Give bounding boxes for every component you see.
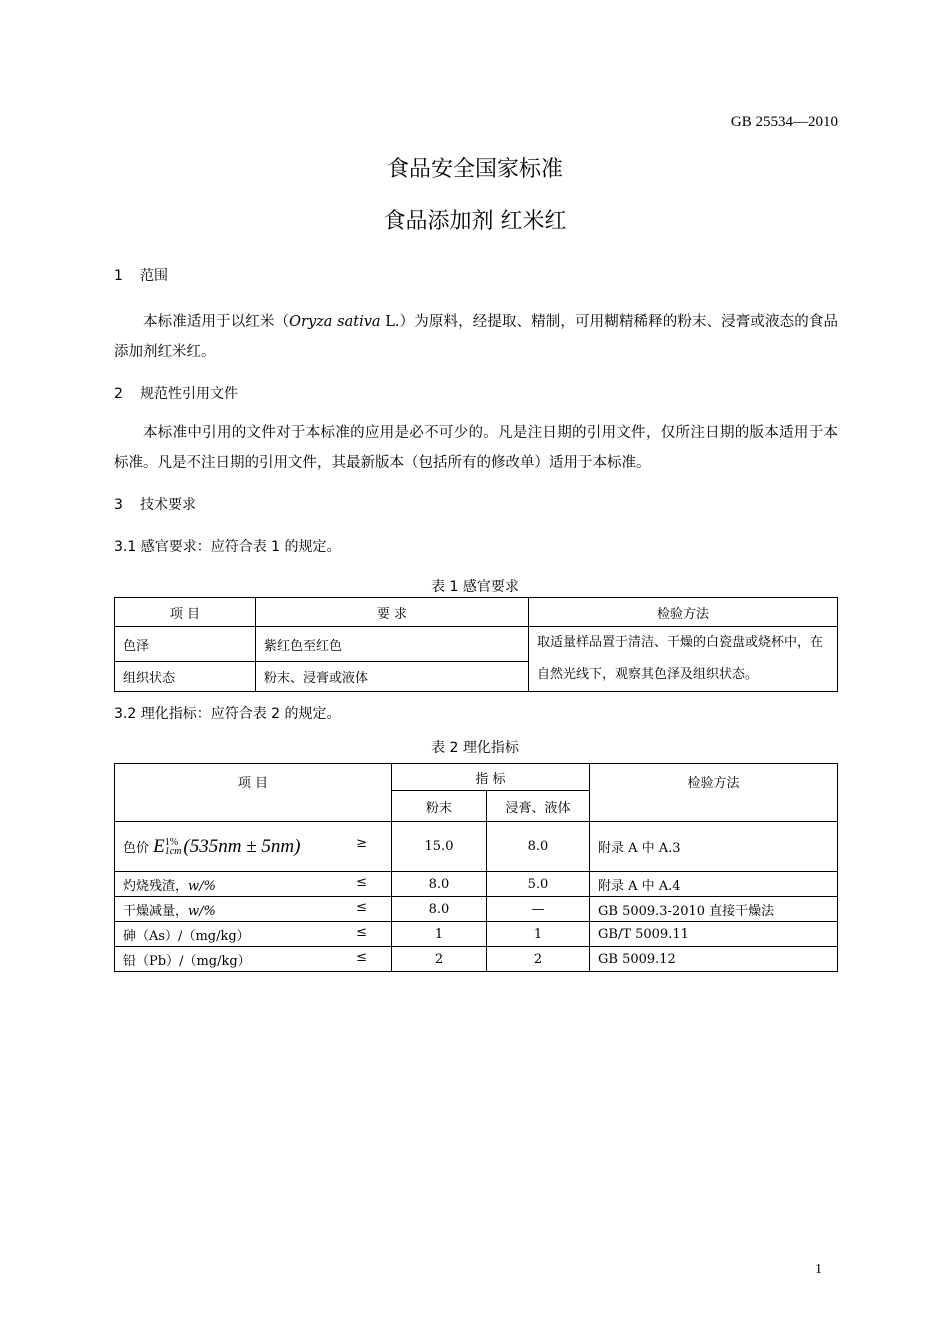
row-label: 铅（Pb）/（mg/kg） (123, 953, 251, 969)
row-label: 砷（As）/（mg/kg） (123, 928, 250, 944)
table-header: 项 目 (115, 598, 256, 627)
table-header: 要 求 (256, 598, 529, 627)
section-title: 范围 (140, 268, 168, 284)
standard-code: GB 25534—2010 (730, 114, 838, 130)
table-cell (115, 897, 392, 922)
table-cell: 紫红色至红色 (256, 627, 529, 662)
row-label: 灼烧残渣， (123, 878, 189, 894)
section-3-heading (114, 494, 196, 514)
table-cell: 色泽 (115, 627, 256, 662)
table-cell (115, 872, 392, 897)
table-cell: 粉末、浸膏或液体 (256, 662, 529, 692)
table-2-physicochemical (114, 763, 838, 972)
table-cell: 8.0 (392, 872, 487, 897)
wavelength-formula: (535nm ± 5nm) (183, 835, 301, 857)
table-cell: 附录 A 中 A.4 (590, 872, 838, 897)
section-number: 3 (114, 497, 123, 513)
table-cell: GB/T 5009.11 (590, 922, 838, 947)
table-header: 检验方法 (590, 764, 838, 822)
table-1-sensory (114, 597, 838, 692)
table-row (115, 897, 838, 922)
body-text: 本标准适用于以红米（ (143, 314, 290, 330)
extinction-symbol: E (153, 835, 165, 857)
table-cell: 5.0 (487, 872, 590, 897)
section-1-body (114, 307, 838, 367)
row-label: 色价 (123, 840, 154, 856)
operator: ≤ (356, 874, 367, 890)
table-cell: 2 (487, 947, 590, 972)
page-number: 1 (815, 1262, 822, 1277)
section-3-2-text: 3.2 理化指标：应符合表 2 的规定。 (114, 706, 341, 722)
table-row (115, 947, 838, 972)
table-cell: 8.0 (392, 897, 487, 922)
document-title: 食品安全国家标准 (386, 157, 563, 182)
operator: ≤ (356, 899, 367, 915)
section-title: 技术要求 (140, 497, 196, 513)
table-row (115, 872, 838, 897)
superscript: 1% (164, 837, 179, 849)
section-title: 规范性引用文件 (140, 386, 238, 402)
table-cell: 1 (487, 922, 590, 947)
table-row (115, 822, 838, 872)
table-subheader: 粉末 (392, 791, 487, 822)
section-3-1-text: 3.1 感官要求：应符合表 1 的规定。 (114, 539, 341, 555)
section-1-heading (114, 265, 168, 285)
table-cell (115, 947, 392, 972)
table-row (115, 627, 838, 662)
unit: w/% (188, 903, 216, 919)
table-header: 指 标 (392, 764, 590, 791)
subscript: 1cm (164, 846, 182, 858)
table-cell: GB 5009.12 (590, 947, 838, 972)
table-cell: 2 (392, 947, 487, 972)
latin-name: Oryza sativa (289, 314, 381, 330)
document-subtitle: 食品添加剂 红米红 (383, 209, 567, 234)
operator: ≥ (356, 835, 367, 851)
table-row (115, 922, 838, 947)
table-cell (115, 822, 392, 872)
section-number: 2 (114, 386, 123, 402)
table-cell: 1 (392, 922, 487, 947)
table-1-caption: 表 1 感官要求 (431, 579, 519, 595)
table-cell: — (487, 897, 590, 922)
operator: ≤ (356, 924, 367, 940)
section-2-heading (114, 383, 238, 403)
row-label: 干燥减量， (123, 903, 189, 919)
table-cell: 8.0 (487, 822, 590, 872)
table-header: 检验方法 (529, 598, 838, 627)
operator: ≤ (356, 949, 367, 965)
unit: w/% (188, 878, 216, 894)
table-cell-method: 取适量样品置于清洁、干燥的白瓷盘或烧杯中，在自然光线下，观察其色泽及组织状态。 (529, 627, 838, 692)
table-subheader: 浸膏、液体 (487, 791, 590, 822)
table-header: 项 目 (115, 764, 392, 822)
table-2-caption: 表 2 理化指标 (431, 740, 519, 756)
table-cell: GB 5009.3-2010 直接干燥法 (590, 897, 838, 922)
section-2-body: 本标准中引用的文件对于本标准的应用是必不可少的。凡是注日期的引用文件，仅所注日期的版本适用于本标准。凡是不注日期的引用文件，其最新版本（包括所有的修改单）适用于本标准。 (114, 425, 838, 471)
table-cell (115, 922, 392, 947)
table-cell: 15.0 (392, 822, 487, 872)
table-cell: 组织状态 (115, 662, 256, 692)
table-cell: 附录 A 中 A.3 (590, 822, 838, 872)
body-text: L.）为原料，经提取、精制，可用糊精稀释的粉末、浸膏或液态的食品添加剂红米红。 (114, 314, 838, 360)
section-number: 1 (114, 268, 123, 284)
